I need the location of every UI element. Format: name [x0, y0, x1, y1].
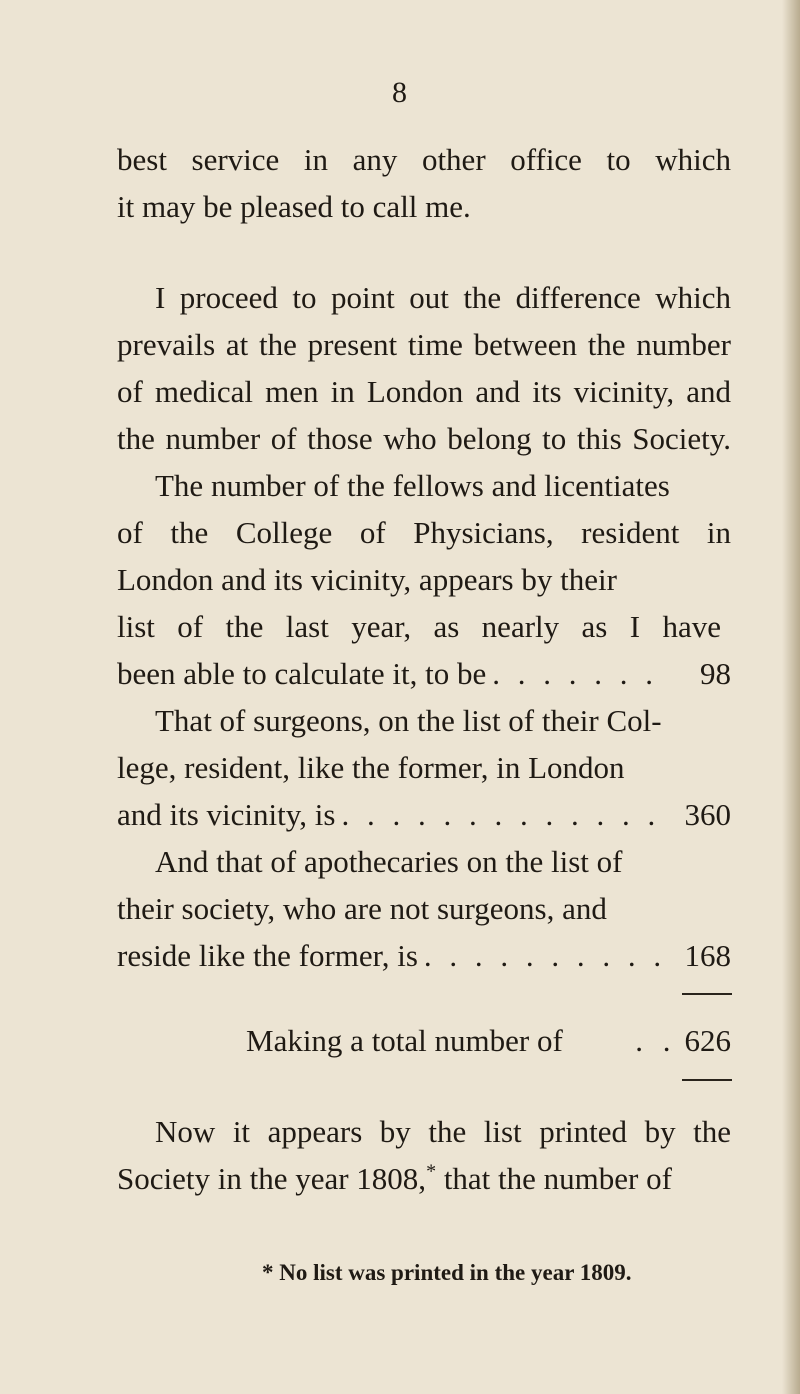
leader-dots: . . . . . . . . . . . . .	[341, 797, 661, 832]
body-line: their society, who are not surgeons, and	[117, 891, 607, 926]
body-line: The number of the fellows and licentiates	[155, 468, 670, 503]
total-row	[246, 1021, 731, 1061]
body-line: it may be pleased to call me.	[117, 189, 471, 224]
page-edge-shadow	[782, 0, 800, 1394]
leader-dots: . . . . . . . . . .	[423, 938, 667, 973]
body-line-closing	[117, 1159, 731, 1199]
body-line: list of the last year, as nearly as I have	[117, 609, 721, 644]
footnote-text: No list was printed in the year 1809.	[279, 1260, 632, 1285]
total-value: 626	[684, 1023, 731, 1058]
footnote-marker: *	[426, 1160, 437, 1183]
list-item-physicians	[117, 654, 731, 694]
page-number: 8	[392, 76, 408, 109]
body-line: the number of those who belong to this Society.	[117, 421, 731, 456]
body-line: London and its vicinity, appears by their	[117, 562, 617, 597]
closing-tail: that the number of	[436, 1161, 672, 1196]
leader-dots: . . . . . . .	[492, 656, 658, 691]
entry-text: and its vicinity, is	[117, 797, 336, 832]
total-rule	[682, 1079, 732, 1081]
total-text: Making a total number of	[246, 1023, 563, 1058]
body-line: That of surgeons, on the list of their Col-	[155, 703, 662, 738]
leader-dots: . .	[635, 1023, 677, 1058]
body-line: of the College of Physicians, resident in	[117, 515, 731, 550]
entry-value: 98	[700, 656, 731, 691]
footnote-marker: *	[262, 1260, 274, 1285]
body-line: prevails at the present time between the number	[117, 327, 731, 362]
entry-value: 360	[684, 797, 731, 832]
entry-text: reside like the former, is	[117, 938, 418, 973]
closing-text: Society in the year 1808,	[117, 1161, 427, 1196]
list-item-apothecaries	[117, 936, 731, 976]
sum-rule	[682, 993, 732, 995]
entry-text: been able to calculate it, to be	[117, 656, 487, 691]
body-line: Now it appears by the list printed by the	[155, 1114, 731, 1149]
footnote	[262, 1260, 632, 1286]
body-line: best service in any other office to which	[117, 142, 731, 177]
body-line: And that of apothecaries on the list of	[155, 844, 623, 879]
body-line: I proceed to point out the difference which	[155, 280, 731, 315]
entry-value: 168	[684, 938, 731, 973]
list-item-surgeons	[117, 795, 731, 835]
body-line: lege, resident, like the former, in London	[117, 750, 625, 785]
body-line: of medical men in London and its vicinity, and	[117, 374, 731, 409]
